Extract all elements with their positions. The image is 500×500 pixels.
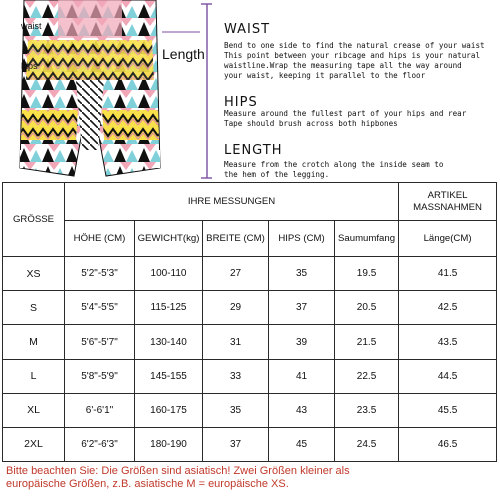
- table-cell: 6'-6'1": [65, 393, 135, 427]
- table-cell: 33: [203, 359, 269, 393]
- table-cell: 35: [203, 393, 269, 427]
- table-row: [3, 427, 497, 461]
- column-header-width: BREITE (CM): [203, 221, 269, 257]
- measurements-group-header: IHRE MESSUNGEN: [65, 183, 399, 221]
- table-cell: 29: [203, 291, 269, 325]
- table-cell: 35: [269, 257, 335, 291]
- table-cell: 5'8"-5'9": [65, 359, 135, 393]
- table-cell: 180-190: [135, 427, 203, 461]
- table-cell: 41.5: [399, 257, 497, 291]
- table-cell: 115-125: [135, 291, 203, 325]
- table-row: [3, 257, 497, 291]
- table-cell: 43: [269, 393, 335, 427]
- table-row: [3, 393, 497, 427]
- size-label: XS: [3, 257, 65, 291]
- measurement-guide: [218, 0, 500, 182]
- table-cell: 24.5: [335, 427, 399, 461]
- table-cell: 46.5: [399, 427, 497, 461]
- column-header-height: HÖHE (CM): [65, 221, 135, 257]
- shorts-illustration: [18, 0, 162, 180]
- table-cell: 160-175: [135, 393, 203, 427]
- size-label: S: [3, 291, 65, 325]
- table-cell: 37: [269, 291, 335, 325]
- table-cell: 20.5: [335, 291, 399, 325]
- table-cell: 23.5: [335, 393, 399, 427]
- table-cell: 31: [203, 325, 269, 359]
- table-cell: 44.5: [399, 359, 497, 393]
- size-label: 2XL: [3, 427, 65, 461]
- table-cell: 41: [269, 359, 335, 393]
- size-label: XL: [3, 393, 65, 427]
- table-cell: 145-155: [135, 359, 203, 393]
- table-cell: 43.5: [399, 325, 497, 359]
- column-header-length: Länge(CM): [399, 221, 497, 257]
- table-cell: 100-110: [135, 257, 203, 291]
- size-rows: [3, 257, 497, 462]
- table-cell: 21.5: [335, 325, 399, 359]
- column-header-weight: GEWICHT(kg): [135, 221, 203, 257]
- length-heading: LENGTH: [224, 143, 283, 158]
- table-cell: 22.5: [335, 359, 399, 393]
- size-column-header: GRÖSSE: [3, 183, 65, 257]
- table-cell: 45.5: [399, 393, 497, 427]
- table-cell: 5'2"-5'3": [65, 257, 135, 291]
- asian-size-note: [6, 465, 496, 491]
- size-guide-header: [0, 0, 500, 182]
- note-line-1: Bitte beachten Sie: Die Größen sind asiatisch! Zwei Größen kleiner als: [6, 465, 350, 477]
- table-row: [3, 359, 497, 393]
- table-cell: 19.5: [335, 257, 399, 291]
- table-cell: 5'6"-5'7": [65, 325, 135, 359]
- table-cell: 42.5: [399, 291, 497, 325]
- table-cell: 6'2"-6'3": [65, 427, 135, 461]
- hips-description: Measure around the fullest part of your hips and rear Tape should brush across both hipbones: [224, 109, 467, 128]
- hips-heading: HIPS: [224, 95, 258, 110]
- size-chart-table: [2, 182, 497, 462]
- table-cell: 39: [269, 325, 335, 359]
- length-dimension-line: [162, 0, 212, 182]
- length-label: Length: [162, 46, 205, 62]
- waist-label: waist: [21, 21, 42, 31]
- waist-heading: WAIST: [224, 22, 271, 37]
- table-cell: 37: [203, 427, 269, 461]
- note-line-2: europäische Größen, z.B. asiatische M = europäische XS.: [6, 478, 289, 490]
- table-cell: 27: [203, 257, 269, 291]
- size-label: L: [3, 359, 65, 393]
- length-description: Measure from the crotch along the inside seam to the hem of the legging.: [224, 160, 444, 179]
- article-measures-header: ARTIKEL MASSNAHMEN: [399, 183, 497, 221]
- table-row: [3, 291, 497, 325]
- table-cell: 130-140: [135, 325, 203, 359]
- column-header-hips: HIPS (CM): [269, 221, 335, 257]
- table-cell: 5'4"-5'5": [65, 291, 135, 325]
- table-cell: 45: [269, 427, 335, 461]
- hips-label: hips: [21, 61, 38, 71]
- waist-description: Bend to one side to find the natural crease of your waist This point between your ribcage and hips is your natural waistline.Wrap the measuring tape all the way around your waist, keeping it parallel to the floor: [224, 41, 485, 80]
- column-header-hem: Saumumfang: [335, 221, 399, 257]
- size-label: M: [3, 325, 65, 359]
- table-row: [3, 325, 497, 359]
